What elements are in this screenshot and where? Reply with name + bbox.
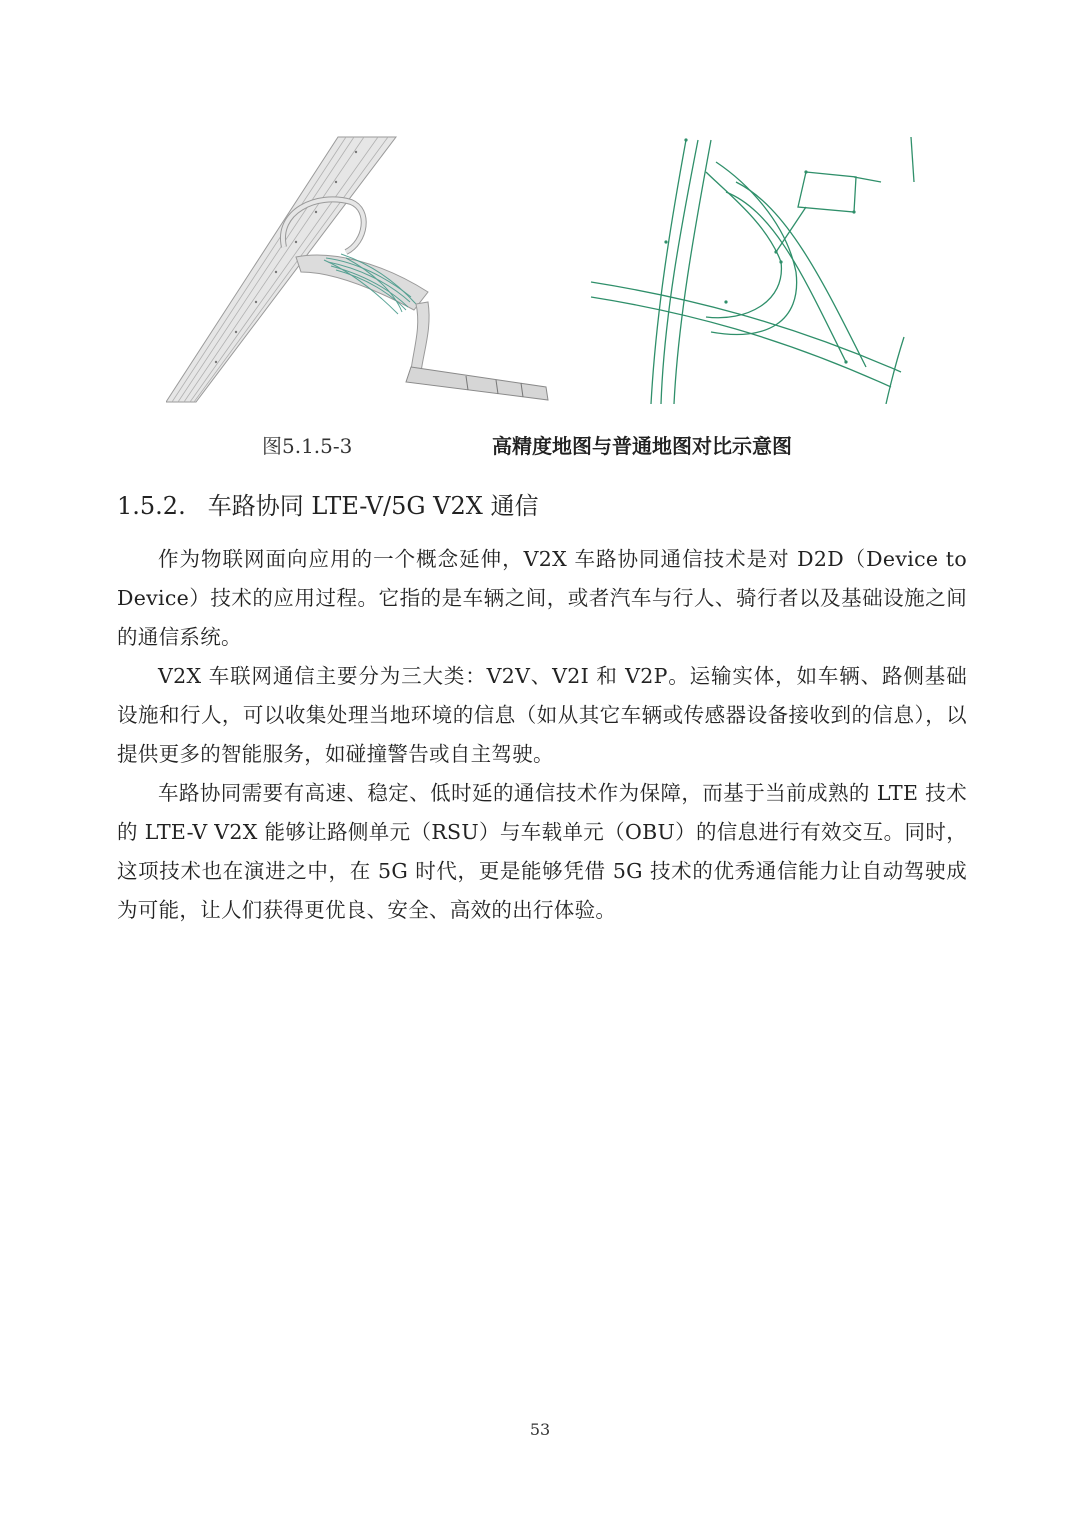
body-text	[117, 540, 967, 930]
high-precision-map	[166, 137, 548, 402]
figure-caption-number: 图5.1.5-3	[262, 434, 353, 458]
section-number: 1.5.2.	[117, 492, 186, 520]
figure-caption-title: 高精度地图与普通地图对比示意图	[492, 434, 792, 458]
section-title: 车路协同 LTE-V/5G V2X 通信	[207, 492, 539, 520]
map-comparison-image	[166, 132, 946, 404]
paragraph: V2X 车联网通信主要分为三大类：V2V、V2I 和 V2P。运输实体，如车辆、路侧基础设施和行人，可以收集处理当地环境的信息（如从其它车辆或传感器设备接收到的信息），以提供更多的智能服务，如碰撞警告或自主驾驶。	[117, 664, 967, 766]
section-heading	[117, 486, 538, 521]
figure-map-comparison	[166, 132, 946, 404]
ordinary-map	[591, 137, 914, 404]
paragraph: 车路协同需要有高速、稳定、低时延的通信技术作为保障，而基于当前成熟的 LTE 技术的 LTE-V V2X 能够让路侧单元（RSU）与车载单元（OBU）的信息进行有效交互。同时，这项技术也在演进之中，在 5G 时代，更是能够凭借 5G 技术的优秀通信能力让自动驾驶成为可能，让人们获得更优良、安全、高效的出行体验。	[117, 781, 967, 922]
paragraph: 作为物联网面向应用的一个概念延伸，V2X 车路协同通信技术是对 D2D（Device to Device）技术的应用过程。它指的是车辆之间，或者汽车与行人、骑行者以及基础设施之间的通信系统。	[117, 547, 967, 649]
page-number: 53	[529, 1420, 551, 1439]
